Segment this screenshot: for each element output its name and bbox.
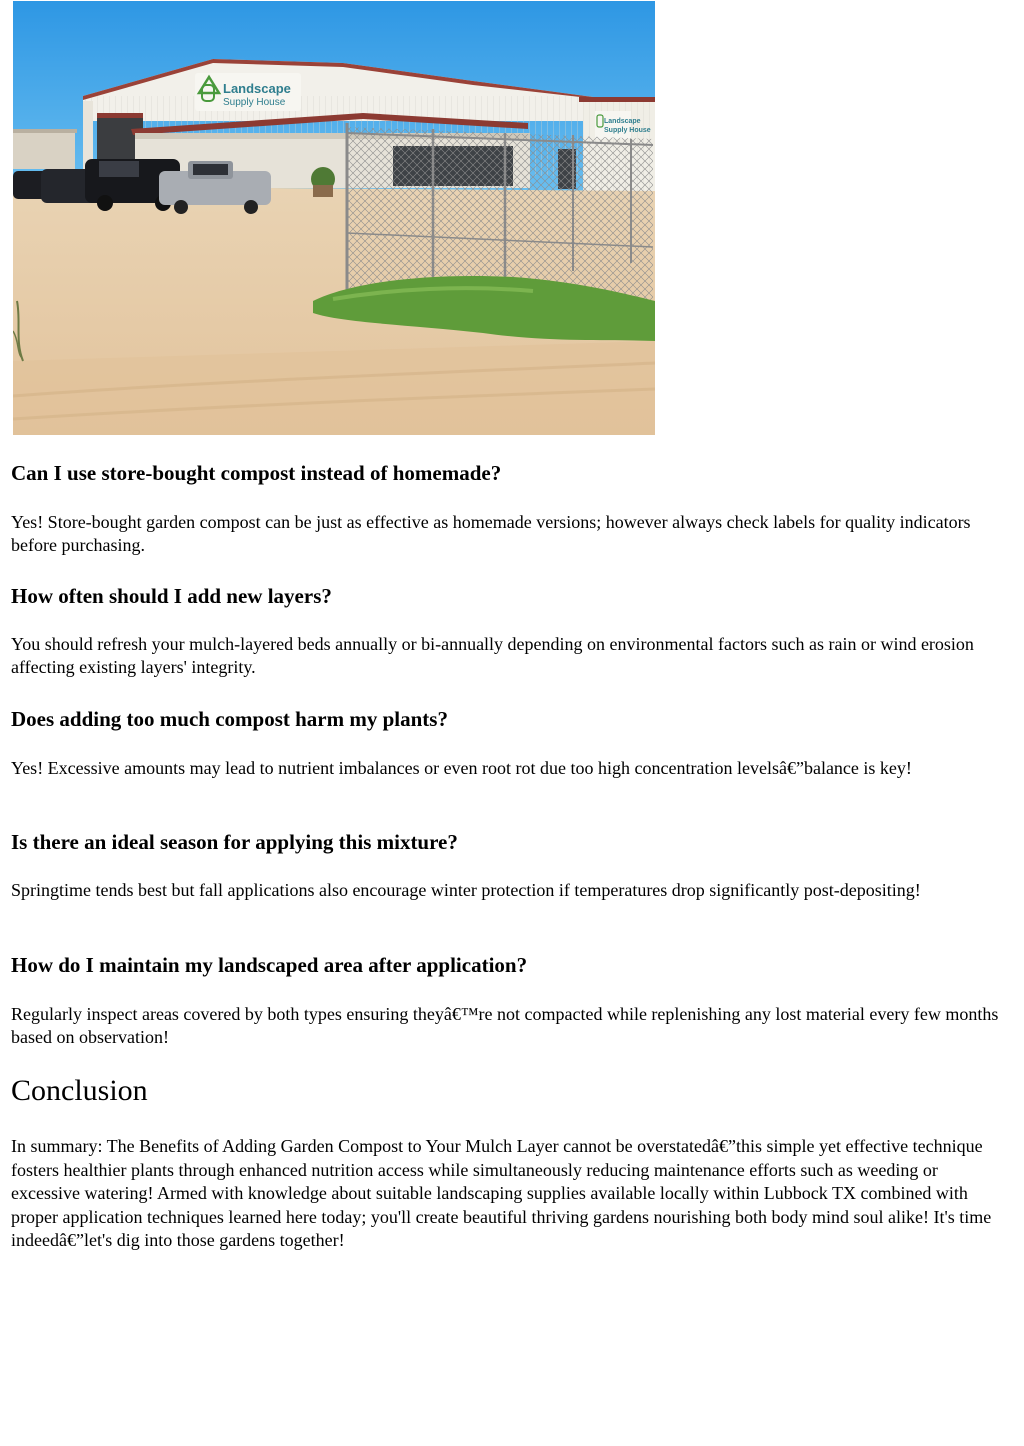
sign-text-small-landscape: Landscape xyxy=(604,118,641,125)
faq-answer-4: Springtime tends best but fall applications also encourage winter protection if temperatures drop significantly post-depositing! xyxy=(11,880,921,900)
sign-text-small-supply: Supply House xyxy=(604,127,651,134)
sign-text-supply-house: Supply House xyxy=(223,97,286,108)
faq-question-1: Can I use store-bought compost instead of homemade? xyxy=(11,461,502,485)
faq-question-4: Is there an ideal season for applying this mixture? xyxy=(11,830,458,854)
faq-question-2: How often should I add new layers? xyxy=(11,584,332,608)
sign-text-landscape: Landscape xyxy=(223,81,291,96)
conclusion-heading: Conclusion xyxy=(11,1074,148,1107)
faq-answer-2: You should refresh your mulch-layered beds annually or bi-annually depending on environmental factors such as rain or wind erosion affecting existing layers' integrity. xyxy=(11,634,974,677)
store-photo xyxy=(13,1,655,435)
faq-question-5: How do I maintain my landscaped area after application? xyxy=(11,953,528,977)
faq-answer-3: Yes! Excessive amounts may lead to nutrient imbalances or even root rot due too high concentration levelsâ€”balance is key! xyxy=(11,758,912,778)
faq-answer-1: Yes! Store-bought garden compost can be just as effective as homemade versions; however always check labels for quality indicators before purchasing. xyxy=(11,512,971,555)
faq-question-3: Does adding too much compost harm my plants? xyxy=(11,707,448,731)
faq-answer-5: Regularly inspect areas covered by both types ensuring theyâ€™re not compacted while replenishing any lost material every few months based on observation! xyxy=(11,1004,999,1047)
article xyxy=(11,0,1011,1250)
conclusion-body: In summary: The Benefits of Adding Garden Compost to Your Mulch Layer cannot be overstatedâ€”this simple yet effective technique fosters healthier plants through enhanced nutrition access while simultaneously reducing maintenance efforts such as weeding or excessive watering! Armed with knowledge about suitable landscaping supplies available locally within Lubbock TX combined with proper application techniques learned here today; you'll create beautiful thriving gardens nourishing both body mind soul alike! It's time indeedâ€”let's dig into those gardens together! xyxy=(11,1136,992,1250)
